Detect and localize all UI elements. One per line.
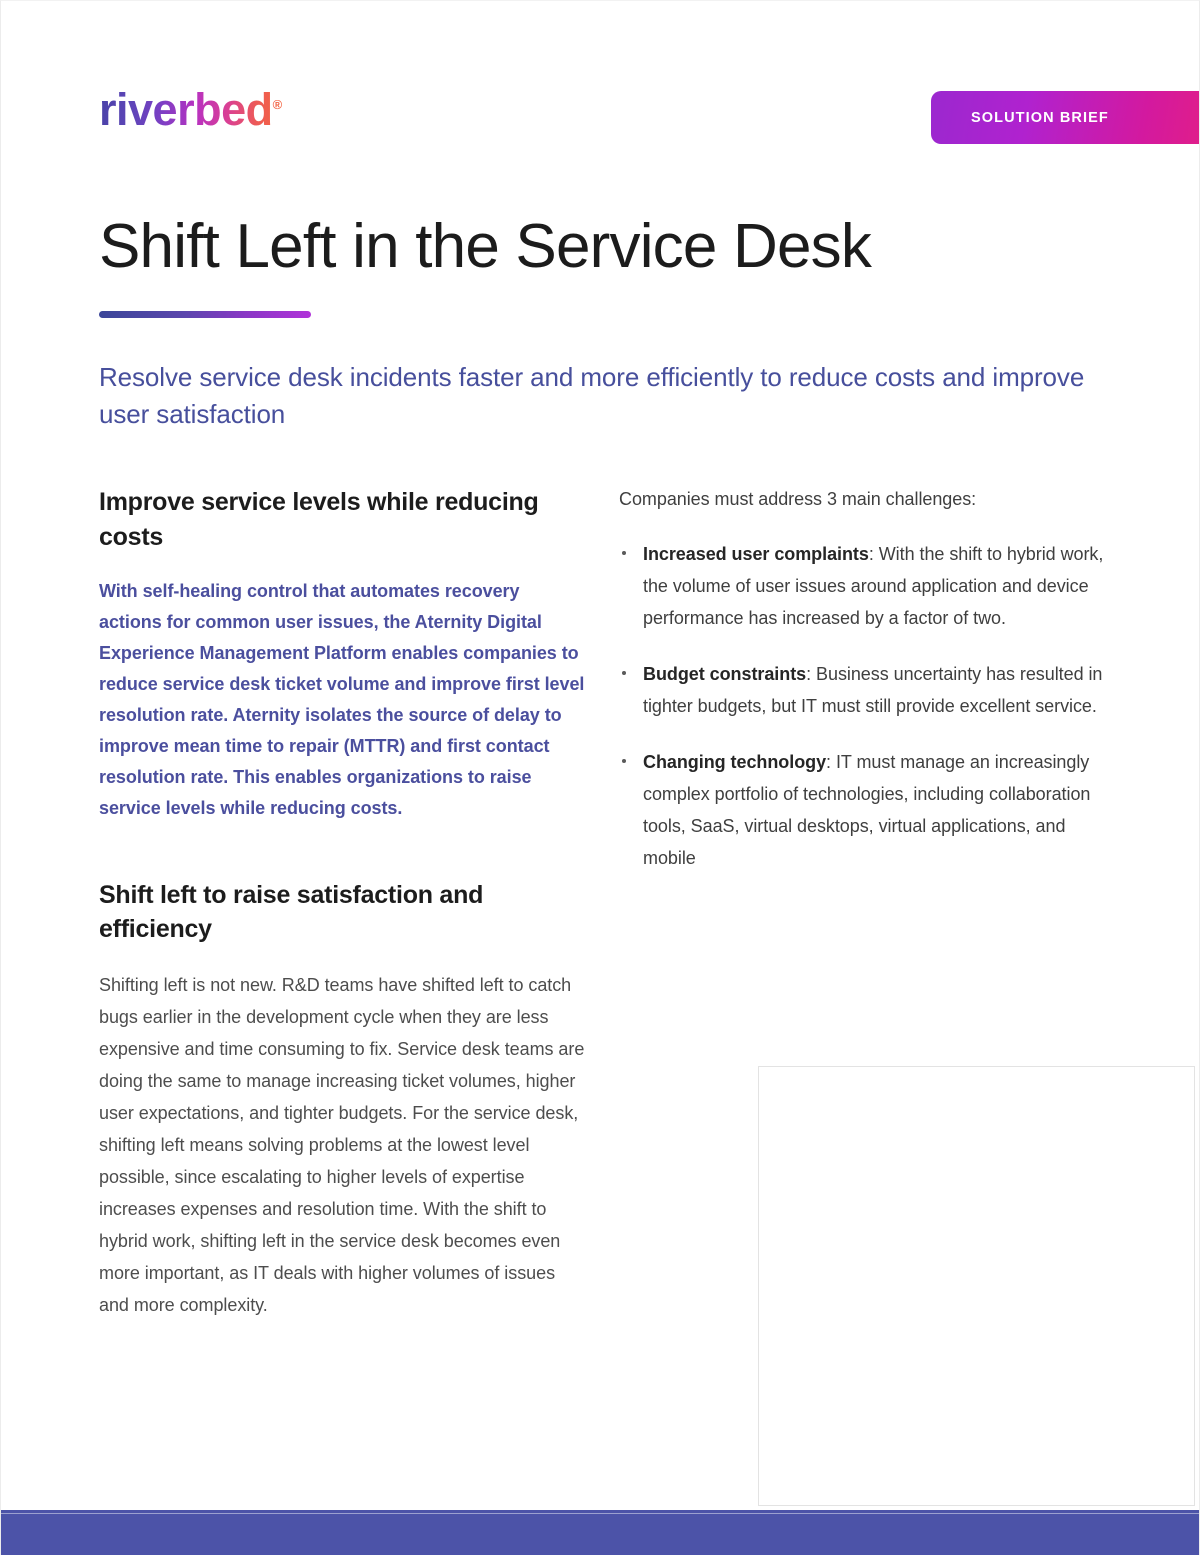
right-column — [619, 485, 1109, 898]
challenge-item-label: Changing technology — [643, 751, 827, 772]
challenge-item-label: Increased user complaints — [643, 543, 869, 564]
solution-brief-badge-label: SOLUTION BRIEF — [971, 109, 1109, 126]
challenge-item — [619, 538, 1109, 634]
challenge-item-text: : IT must manage an increasingly complex portfolio of technologies, including collaboration tools, SaaS, virtual desktops, virtual applications, and mobile — [643, 751, 1091, 869]
logo-wordmark: riverbed — [99, 84, 273, 135]
challenge-item — [619, 746, 1109, 874]
challenge-item-label: Budget constraints — [643, 663, 807, 684]
challenge-item-text: : Business uncertainty has resulted in tighter budgets, but IT must still provide excellent service. — [643, 663, 1103, 716]
page-title: Shift Left in the Service Desk — [99, 212, 872, 281]
footer-bar — [1, 1508, 1199, 1555]
riverbed-logo — [99, 84, 282, 135]
challenge-item — [619, 658, 1109, 722]
challenges-list — [619, 538, 1109, 874]
challenges-intro: Companies must address 3 main challenges: — [619, 489, 977, 509]
section-heading-improve-service-levels: Improve service levels while reducing costs — [99, 488, 539, 551]
logo-trademark-icon: ® — [272, 97, 282, 112]
figure-placeholder — [758, 1066, 1195, 1506]
paragraph-self-healing-control: With self-healing control that automates recovery actions for common user issues, the Aternity Digital Experience Management Platform enables companies to reduce service desk ticket volume and improve first level resolution rate. Aternity isolates the source of delay to improve mean time to repair (MTTR) and first contact resolution rate. This enables organizations to raise service levels while reducing costs. — [99, 581, 585, 818]
title-underline-rule — [99, 311, 311, 318]
section-heading-shift-left: Shift left to raise satisfaction and efficiency — [99, 880, 484, 944]
page-header — [1, 1, 1199, 181]
challenge-item-text: : With the shift to hybrid work, the volume of user issues around application and device performance has increased by a factor of two. — [643, 543, 1104, 628]
paragraph-shifting-left: Shifting left is not new. R&D teams have shifted left to catch bugs earlier in the development cycle when they are less expensive and time consuming to fix. Service desk teams are doing the same to manage increasing ticket volumes, higher user expectations, and tighter budgets. For the service desk, shifting left means solving problems at the lowest level possible, since escalating to higher levels of expertise increases expenses and resolution time. With the shift to hybrid work, shifting left in the service desk becomes even more important, as IT deals with higher volumes of issues and more complexity. — [99, 974, 585, 1315]
left-column — [99, 485, 585, 1321]
solution-brief-badge — [931, 91, 1200, 144]
page-subtitle: Resolve service desk incidents faster and more efficiently to reduce costs and improve user satisfaction — [99, 362, 1085, 429]
